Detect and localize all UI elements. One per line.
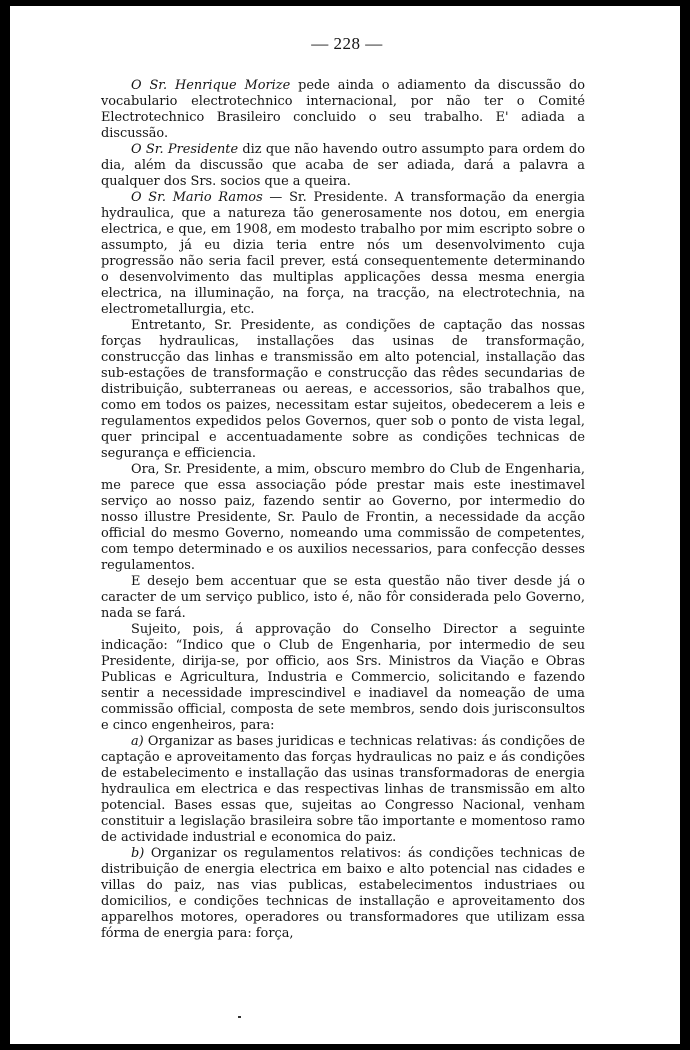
paragraph-text: pede ainda o adiamento da discussão do vocabulario electrotechnico internacional, por não ter o Comité Electrotechnico Brasileiro concluido o seu trabalho. E' adiada a discussão.	[101, 78, 585, 141]
speaker-name: O Sr. Presidente	[131, 142, 239, 157]
paragraph-item-b	[101, 846, 585, 942]
speaker-name: O Sr. Henrique Morize	[131, 78, 291, 93]
ink-speck	[238, 1016, 241, 1018]
item-label: a)	[131, 734, 144, 749]
paragraph-item-a	[101, 734, 585, 846]
paragraph-text: diz que não havendo outro assumpto para ordem do dia, além da discussão que acaba de ser adiada, dará a palavra a qualquer dos Srs. socios que a queira.	[101, 142, 585, 189]
paragraph-text: Ora, Sr. Presidente, a mim, obscuro membro do Club de Engenharia, me parece que essa associação póde prestar mais este inestimavel serviço ao nosso paiz, fazendo sentir ao Governo, por intermedio do nosso illustre Presidente, Sr. Paulo de Frontin, a necessidade da acção official do mesmo Governo, nomeando uma commissão de competentes, com tempo determinado e os auxilios necessarios, para confecção desses regulamentos.	[101, 462, 585, 573]
body-text	[101, 78, 585, 942]
paragraph-text: Entretanto, Sr. Presidente, as condições de captação das nossas forças hydraulicas, installações das usinas de transformação, construcção das linhas e transmissão em alto potencial, installação das sub-estações de transformação e construcção das rêdes secundarias de distribuição, subterraneas ou aereas, e accessorios, são trabalhos que, como em todos os paizes, necessitam estar sujeitos, obedecerem a leis e regulamentos expedidos pelos Governos, quer sob o ponto de vista legal, quer principal e accentuadamente sobre as condições technicas de segurança e efficiencia.	[101, 318, 585, 461]
paragraph-text: Organizar os regulamentos relativos: ás condições technicas de distribuição de energia electrica em baixo e alto potencial nas cidades e villas do paiz, nas vias publicas, estabelecimentos industriaes ou domicilios, e condições technicas de installação e aproveitamento dos apparelhos motores, operadores ou transformadores que utilizam essa fórma de energia para: força,	[101, 846, 585, 941]
paragraph-presidente	[101, 142, 585, 190]
item-label: b)	[131, 846, 145, 861]
speaker-name: O Sr. Mario Ramos	[131, 190, 263, 205]
paragraph-desejo	[101, 574, 585, 622]
paragraph-ora	[101, 462, 585, 574]
paragraph-text: E desejo bem accentuar que se esta questão não tiver desde já o caracter de um serviço publico, isto é, não fôr considerada pelo Governo, nada se fará.	[101, 574, 585, 621]
paragraph-text: Sujeito, pois, á approvação do Conselho Director a seguinte indicação: “Indico que o Club de Engenharia, por intermedio de seu Presidente, dirija-se, por officio, aos Srs. Ministros da Viação e Obras Publicas e Agricultura, Industria e Commercio, solicitando e fazendo sentir a necessidade imprescindivel e inadiavel da nomeação de uma commissão official, composta de sete membros, sendo dois jurisconsultos e cinco engenheiros, para:	[101, 622, 585, 733]
paragraph-morize	[101, 78, 585, 142]
paragraph-entretanto	[101, 318, 585, 462]
document-page	[101, 34, 585, 942]
paragraph-indicacao	[101, 622, 585, 734]
paragraph-text: — Sr. Presidente. A transformação da energia hydraulica, que a natureza tão generosamente nos dotou, em energia electrica, e que, em 1908, em modesto trabalho por mim escripto sobre o assumpto, já eu dizia teria entre nós um desenvolvimento cuja progressão não seria facil prever, está consequentemente determinando o desenvolvimento das multiplas applicações dessa mesma energia electrica, na illuminação, na força, na tracção, na electrotechnia, na electrometallurgia, etc.	[101, 190, 585, 317]
paragraph-text: Organizar as bases juridicas e technicas relativas: ás condições de captação e aproveitamento das forças hydraulicas no paiz e ás condições de estabelecimento e installação das usinas transformadoras de energia hydraulica em electrica e das respectivas linhas de transmissão em alto potencial. Bases essas que, sujeitas ao Congresso Nacional, venham constituir a legislação brasileira sobre tão importante e momentoso ramo de actividade industrial e economica do paiz.	[101, 734, 585, 845]
page-number: — 228 —	[311, 34, 383, 53]
paragraph-mario-ramos	[101, 190, 585, 318]
